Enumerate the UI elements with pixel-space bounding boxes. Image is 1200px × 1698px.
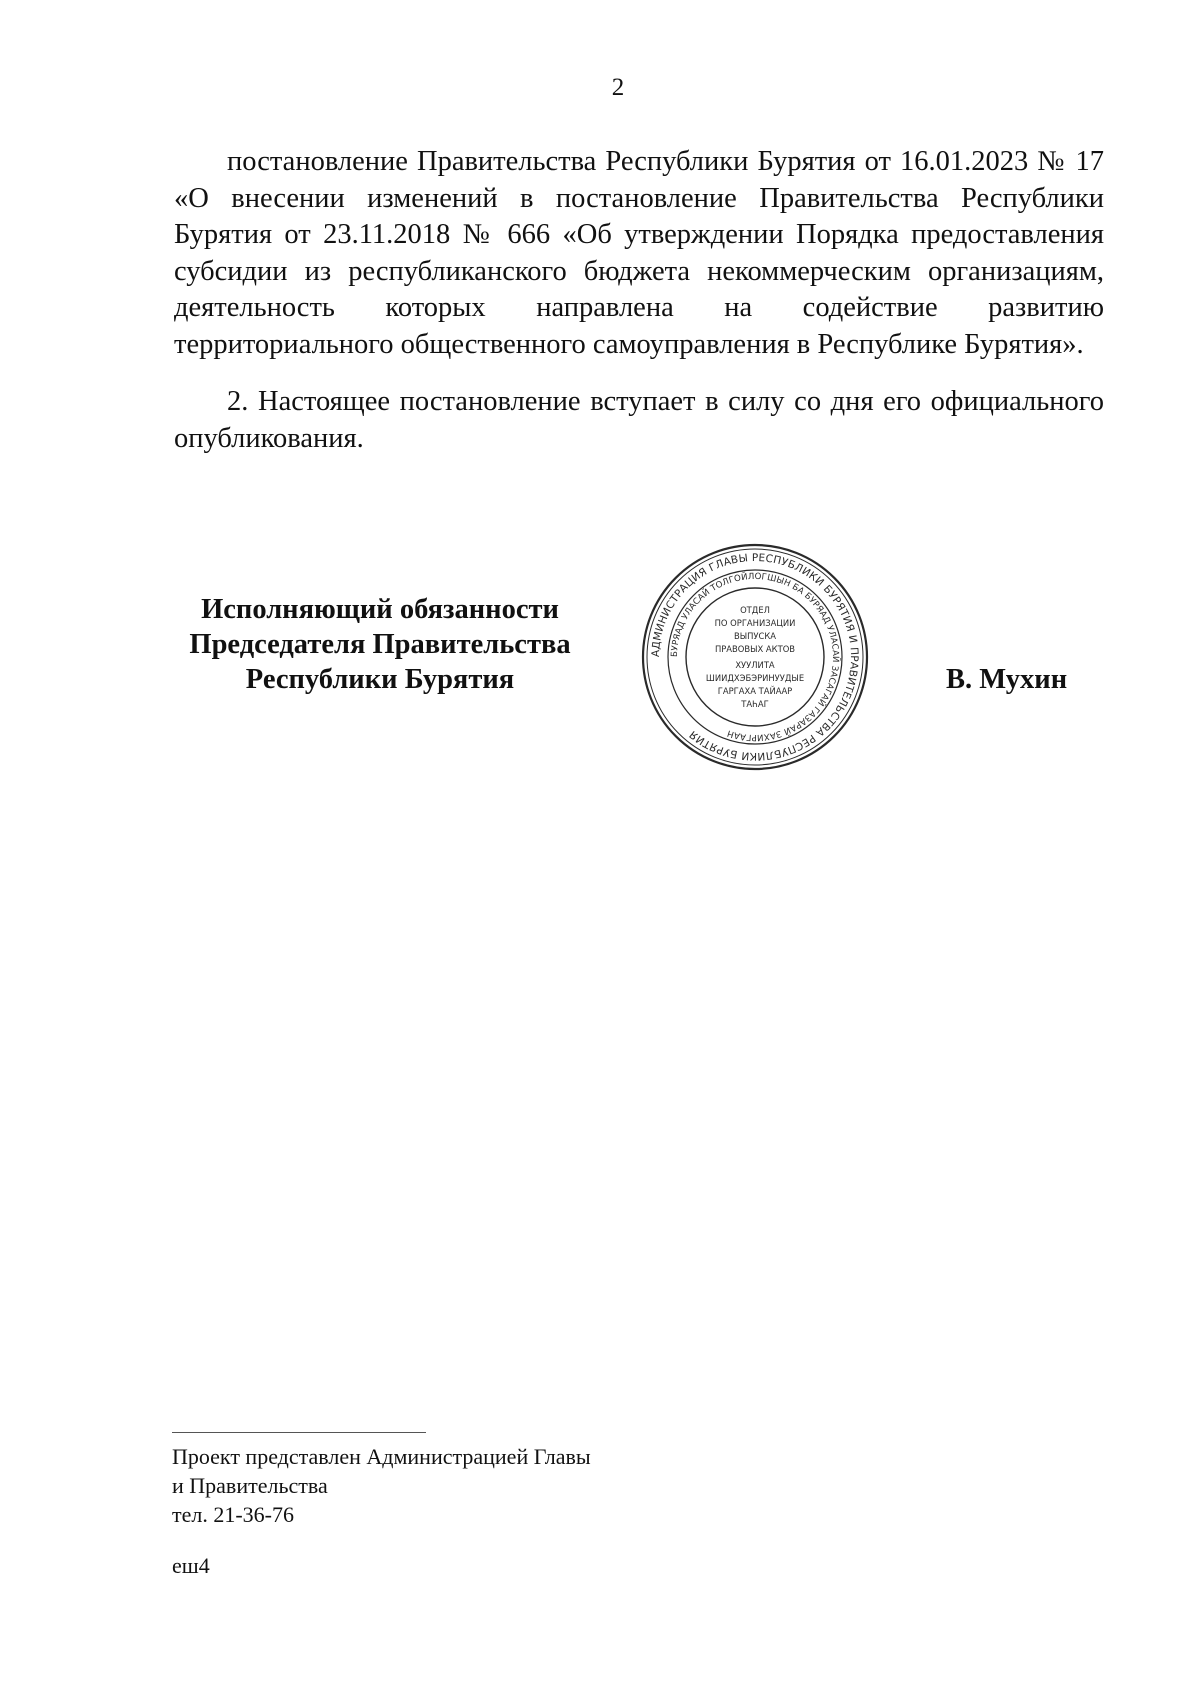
seal-outer-ring-text: АДМИНИСТРАЦИЯ ГЛАВЫ РЕСПУБЛИКИ БУРЯТИЯ И ПРАВИТЕЛЬСТВА РЕСПУБЛИКИ БУРЯТИЯ xyxy=(649,551,861,763)
footnote xyxy=(172,1442,591,1529)
seal-center-line: ПО ОРГАНИЗАЦИИ xyxy=(714,618,796,628)
seal-stamp-graphic xyxy=(638,540,872,774)
seal-center-line: ОТДЕЛ xyxy=(740,605,770,615)
footnote-divider xyxy=(172,1432,426,1433)
footnote-line: и Правительства xyxy=(172,1473,328,1498)
svg-text:АДМИНИСТРАЦИЯ ГЛАВЫ РЕСПУБЛИКИ xyxy=(650,552,860,762)
paragraph-text: постановление Правительства Республики Бурятия от 16.01.2023 № 17 «О внесении изменений в постановление Правительства Республики Бурятия от 23.11.2018 № 666 «Об утверждении Порядка предоставления субсидии из республиканского бюджета некоммерческим организациям, деятельность которых направлена на содействие развитию территориального общественного самоуправления в Республике Бурятия». xyxy=(174,146,1104,360)
footnote-line: Проект представлен Администрацией Главы xyxy=(172,1444,591,1469)
seal-center-line: ПРАВОВЫХ АКТОВ xyxy=(714,644,796,654)
svg-text:БУРЯАД УЛАСАЙ ТОЛГОЙЛОГШЫН БА xyxy=(670,570,842,742)
signatory-position xyxy=(150,592,610,697)
signatory-position-line: Председателя Правительства xyxy=(189,629,571,660)
paragraph-amended-resolution xyxy=(174,144,1104,363)
seal-inner-ring-text: БУРЯАД УЛАСАЙ ТОЛГОЙЛОГШЫН БА БУРЯАД УЛАСАЙ ЗАСАГАЙ ГАЗАРАЙ ЗАХИРГААН xyxy=(669,571,841,743)
seal-center-line: ТАҺАГ xyxy=(741,699,769,709)
signer-name: В. Мухин xyxy=(946,664,1068,695)
footnote-line: тел. 21-36-76 xyxy=(172,1502,295,1527)
page-number: 2 xyxy=(611,74,625,101)
document-code: еш4 xyxy=(172,1553,210,1578)
seal-center-line: ХУУЛИТА xyxy=(735,660,775,670)
signatory-position-line: Исполняющий обязанности xyxy=(201,594,559,625)
paragraph-entry-into-force xyxy=(174,384,1104,457)
signatory-position-line: Республики Бурятия xyxy=(245,664,515,695)
official-seal xyxy=(638,540,872,774)
paragraph-text: 2. Настоящее постановление вступает в силу со дня его официального опубликования. xyxy=(174,386,1104,454)
seal-center-line: ШИИДХЭБЭРИНУУДЫЕ xyxy=(705,673,805,683)
seal-center-line: ГАРГАХА ТАЙААР xyxy=(717,686,793,696)
seal-center-line: ВЫПУСКА xyxy=(733,631,777,641)
